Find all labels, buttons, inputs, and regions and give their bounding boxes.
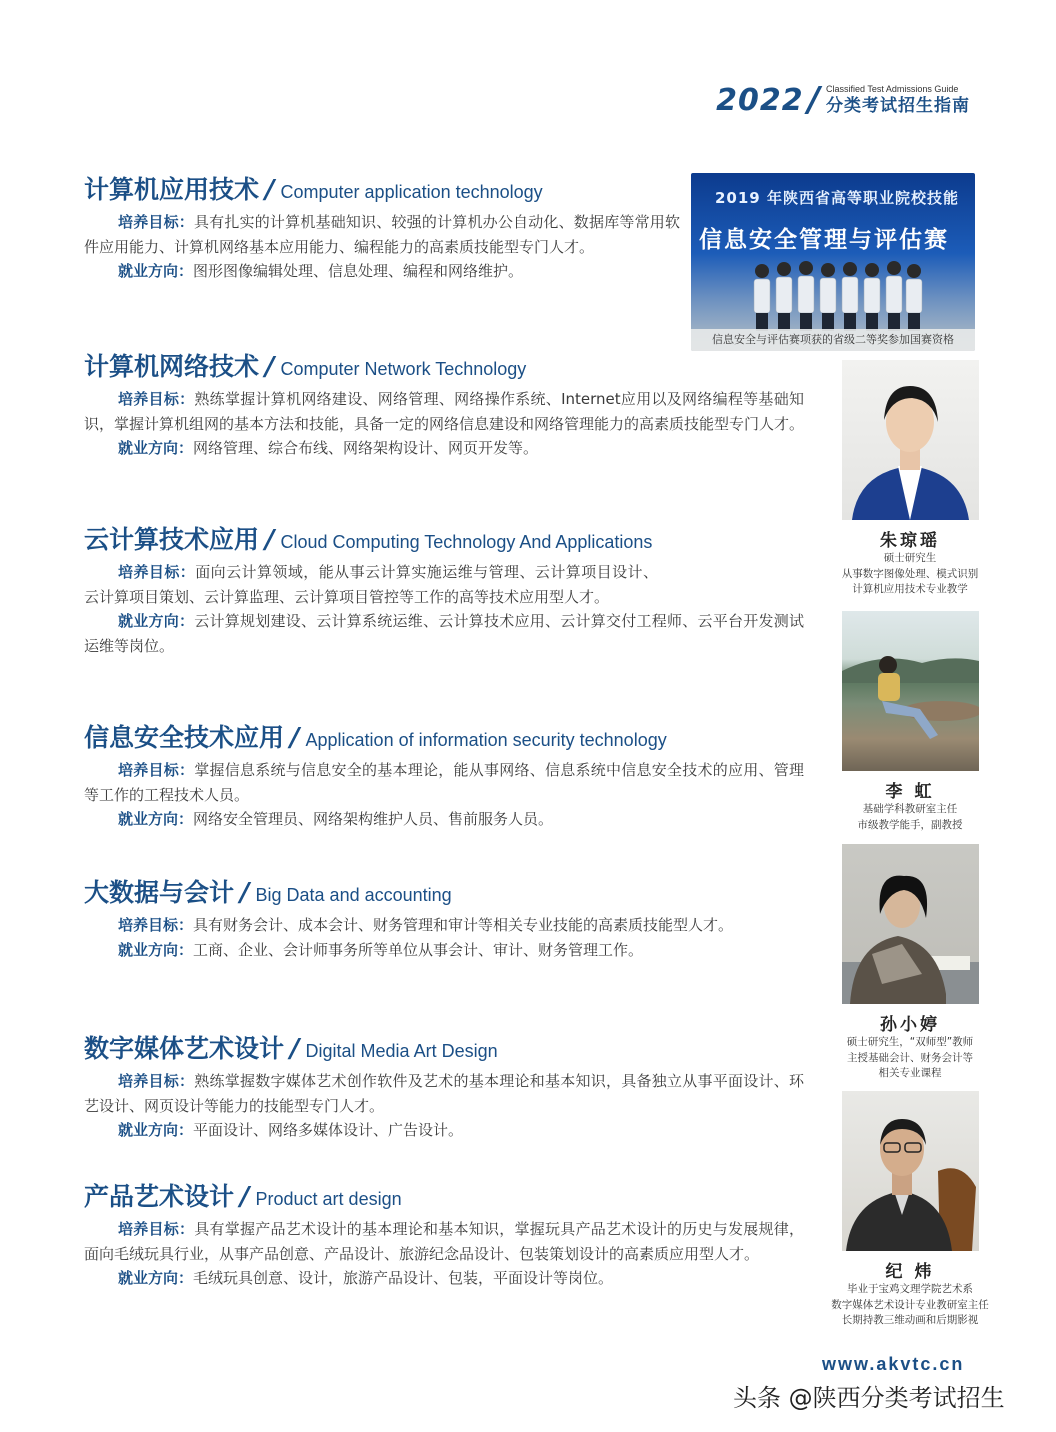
career-text: 工商、企业、会计师事务所等单位从事会计、审计、财务管理工作。	[193, 940, 644, 959]
title-slash: /	[265, 352, 275, 382]
section-body	[84, 560, 804, 658]
section-product-art	[84, 1177, 804, 1291]
competition-banner-line1: 2019 年陕西省高等职业院校技能	[715, 189, 959, 207]
section-digital-media	[84, 1029, 804, 1143]
website-url: www.akvtc.cn	[822, 1354, 965, 1374]
section-title-en: Product art design	[255, 1189, 402, 1209]
teacher-photo	[842, 1091, 979, 1251]
teacher-desc-line: 从事数字图像处理、模式识别	[841, 567, 979, 580]
teacher-name: 纪 炜	[885, 1262, 935, 1282]
teacher-desc-line: 数字媒体艺术设计专业教研室主任	[831, 1298, 989, 1311]
header-guide-cn: 分类考试招生指南	[826, 96, 970, 116]
career-text: 图形图像编辑处理、信息处理、编程和网络维护。	[193, 262, 524, 280]
page-header	[716, 80, 970, 120]
teacher-card	[830, 844, 990, 1082]
goal-paragraph	[84, 387, 804, 436]
goal-label: 培养目标：	[118, 1072, 195, 1090]
section-title	[84, 520, 804, 555]
section-title-cn: 计算机应用技术	[84, 175, 260, 204]
teacher-portrait-illustration	[842, 611, 979, 771]
section-big-data-accounting	[84, 873, 804, 962]
goal-label: 培养目标：	[118, 1220, 195, 1238]
section-title-en: Computer Network Technology	[280, 359, 527, 379]
career-text: 云计算规划建设、云计算系统运维、云计算技术应用、云计算交付工程师、云平台开发测试运维等岗位。	[84, 612, 804, 655]
section-title	[84, 1177, 804, 1212]
career-text: 毛绒玩具创意、设计，旅游产品设计、包装，平面设计等岗位。	[193, 1269, 614, 1287]
title-slash: /	[240, 1182, 250, 1212]
teacher-name: 朱琼瑶	[880, 531, 940, 551]
goal-text: 面向云计算领域，能从事云计算实施运维与管理、云计算项目设计、云计算项目策划、云计算监理、云计算项目管控等工作的高等技术应用型人才。	[84, 563, 658, 606]
career-paragraph	[84, 1118, 804, 1143]
teacher-photo	[842, 611, 979, 771]
section-title-en: Computer application technology	[280, 182, 543, 202]
career-label: 就业方向：	[118, 940, 194, 959]
teacher-portrait-illustration	[842, 1091, 979, 1251]
teacher-desc-line: 计算机应用技术专业教学	[852, 583, 968, 595]
career-label: 就业方向：	[118, 1121, 194, 1139]
goal-text: 熟练掌握计算机网络建设、网络管理、网络操作系统、Internet应用以及网络编程等基础知识，掌握计算机组网的基本方法和技能，具备一定的网络信息建设和网络管理能力的高素质技能型专门人才。	[84, 390, 805, 433]
section-computer-application	[84, 170, 680, 284]
competition-banner-line2: 信息安全管理与评估赛	[699, 227, 949, 253]
career-label: 就业方向：	[118, 810, 194, 828]
section-computer-network	[84, 347, 804, 461]
section-title	[84, 718, 804, 753]
goal-text: 熟练掌握数字媒体艺术创作软件及艺术的基本理论和基本知识，具备独立从事平面设计、环艺设计、网页设计等能力的技能型专门人才。	[84, 1072, 804, 1115]
section-title-cn: 计算机网络技术	[84, 352, 260, 381]
goal-text: 掌握信息系统与信息安全的基本理论，能从事网络、信息系统中信息安全技术的应用、管理等工作的工程技术人员。	[84, 761, 804, 804]
goal-paragraph	[84, 1069, 804, 1118]
section-body	[84, 1217, 804, 1291]
goal-label: 培养目标：	[118, 390, 195, 408]
header-guide-en: Classified Test Admissions Guide	[826, 84, 959, 94]
goal-paragraph	[84, 1217, 804, 1266]
goal-label: 培养目标：	[118, 761, 195, 779]
teacher-desc-line: 主授基础会计、财务会计等	[847, 1051, 973, 1064]
teacher-photo	[842, 360, 979, 520]
teacher-card	[830, 1091, 990, 1329]
goal-paragraph	[84, 210, 680, 259]
title-slash: /	[290, 723, 300, 753]
goal-label: 培养目标：	[118, 916, 194, 934]
career-paragraph	[84, 1266, 804, 1291]
title-slash: /	[290, 1034, 300, 1064]
career-text: 网络安全管理员、网络架构维护人员、售前服务人员。	[193, 810, 554, 828]
teacher-desc-line: 市级教学能手，副教授	[857, 818, 963, 831]
goal-paragraph	[84, 758, 804, 807]
career-paragraph	[84, 938, 804, 963]
header-slash: /	[807, 80, 820, 120]
career-text: 平面设计、网络多媒体设计、广告设计。	[193, 1121, 464, 1139]
teacher-photo	[842, 844, 979, 1004]
competition-caption: 信息安全与评估赛项获的省级二等奖参加国赛资格	[691, 329, 975, 351]
career-paragraph	[84, 807, 804, 832]
goal-paragraph	[84, 913, 804, 938]
teacher-name: 李 虹	[885, 782, 935, 802]
teacher-desc-line: 基础学科教研室主任	[862, 803, 958, 815]
section-title	[84, 873, 804, 908]
section-title-cn: 信息安全技术应用	[84, 723, 285, 752]
teacher-desc-line: 硕士研究生，“双师型”教师	[846, 1036, 974, 1048]
section-title	[84, 170, 680, 205]
section-body	[84, 210, 680, 284]
career-label: 就业方向：	[118, 1269, 194, 1287]
watermark: 头条 @陕西分类考试招生	[733, 1384, 1005, 1412]
title-slash: /	[265, 175, 275, 205]
section-body	[84, 758, 804, 832]
section-title-cn: 数字媒体艺术设计	[84, 1034, 285, 1063]
title-slash: /	[240, 878, 250, 908]
header-year: 2022	[716, 82, 804, 118]
teacher-desc-line: 长期持教三维动画和后期影视	[841, 1314, 979, 1326]
teacher-desc-line: 毕业于宝鸡文理学院艺术系	[847, 1283, 973, 1295]
title-slash: /	[265, 525, 275, 555]
section-title-en: Digital Media Art Design	[305, 1041, 498, 1061]
header-title-block	[826, 85, 970, 115]
teacher-desc-line: 硕士研究生	[883, 552, 937, 564]
career-paragraph	[84, 259, 680, 284]
section-title-en: Big Data and accounting	[255, 885, 452, 905]
section-information-security	[84, 718, 804, 832]
section-cloud-computing	[84, 520, 804, 658]
section-title	[84, 347, 804, 382]
goal-paragraph	[84, 560, 804, 609]
teacher-desc-line: 相关专业课程	[878, 1067, 942, 1079]
goal-text: 具有掌握产品艺术设计的基本理论和基本知识，掌握玩具产品艺术设计的历史与发展规律，面向毛绒玩具行业，从事产品创意、产品设计、旅游纪念品设计、包装策划设计的高素质应用型人才。	[84, 1220, 804, 1263]
teacher-portrait-illustration	[842, 844, 979, 1004]
goal-text: 具有扎实的计算机基础知识、较强的计算机办公自动化、数据库等常用软件应用能力、计算机网络基本应用能力、编程能力的高素质技能型专门人才。	[84, 213, 680, 256]
section-body	[84, 913, 804, 962]
career-text: 网络管理、综合布线、网络架构设计、网页开发等。	[193, 439, 539, 457]
teacher-portrait-illustration	[842, 360, 979, 520]
career-label: 就业方向：	[118, 439, 194, 457]
career-label: 就业方向：	[118, 262, 194, 280]
teacher-card	[830, 360, 990, 598]
section-body	[84, 387, 804, 461]
goal-label: 培养目标：	[118, 563, 196, 581]
teacher-name: 孙小婷	[880, 1015, 940, 1035]
teacher-card	[830, 611, 990, 833]
career-paragraph	[84, 436, 804, 461]
section-title-cn: 大数据与会计	[84, 878, 235, 907]
goal-label: 培养目标：	[118, 213, 194, 231]
career-label: 就业方向：	[118, 612, 195, 630]
team-group-illustration	[746, 257, 926, 331]
section-title	[84, 1029, 804, 1064]
career-paragraph	[84, 609, 804, 658]
section-title-cn: 产品艺术设计	[84, 1182, 235, 1211]
section-body	[84, 1069, 804, 1143]
section-title-en: Application of information security technology	[305, 730, 667, 750]
competition-photo	[691, 173, 975, 351]
section-title-en: Cloud Computing Technology And Applications	[280, 532, 653, 552]
section-title-cn: 云计算技术应用	[84, 525, 260, 554]
goal-text: 具有财务会计、成本会计、财务管理和审计等相关专业技能的高素质技能型人才。	[193, 916, 734, 934]
